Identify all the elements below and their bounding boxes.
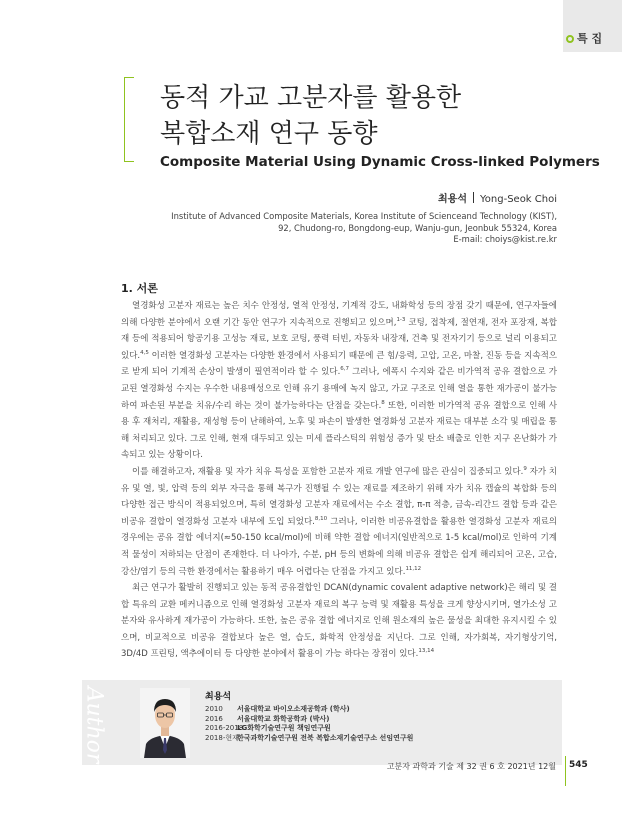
citation: 11,12 [405,565,422,572]
title-korean-line2: 복합소재 연구 동향 [160,119,378,149]
citation: 13,14 [418,648,435,655]
citation: 6,7 [340,366,350,373]
history-row: 2016-2018 LG화학기술연구원 책임연구원 [205,724,331,733]
title-english: Composite Material Using Dynamic Cross-linked Polymers [160,154,600,170]
paragraph-3: 최근 연구가 활발히 진행되고 있는 동적 공유결합인 DCAN(dynamic covalent adaptive network)은 해리 및 결합 특유의 교환 메커니즘으로 인해 열경화성 고분자 재료의 복구 능력 및 재활용 특성을 크게 향상시키며, 열가소성 고분자와 유사하게 재가공이 가능하다. 또한, 높은 공유 결합 에너지로 인해 원소재의 높은 물성을 최대한 유지시킬 수 있으며, 비교적으로 비공유 결합보다 높은 열, 습도, 화학적 안정성을 지닌다. 그로 인해, 자가회복, 자기형상기억, 3D/4D 프린팅, 액추에이터 등 다양한 분야에서 활용이 가능 하다는 장점이 있다.$^{13,14}$ [121,583,557,660]
author-name-en: Yong-Seok Choi [480,194,557,205]
footer-divider [565,756,566,786]
person-portrait-icon [140,688,190,758]
affiliation-line: 92, Chudong-ro, Bongdong-eup, Wanju-gun, Jeonbuk 55324, Korea [278,222,557,233]
author-box-name: 최용석 [205,692,232,702]
affiliation-line: Institute of Advanced Composite Materials, Korea Institute of Scienceand Technology (KIST), [171,211,557,221]
author-history [205,705,413,743]
title-bracket [124,77,134,162]
history-row: 2018-현재 한국과학기술연구원 전북 복합소재기술연구소 선임연구원 [205,733,414,742]
journal-footer: 고분자 과학과 기술 제 32 권 6 호 2021년 12월 [386,762,556,771]
author-photo [140,688,190,758]
paragraph-2: 이를 해결하고자, 재활용 및 자가 치유 특성을 포함한 고분자 재료 개발 연구에 많은 관심이 집중되고 있다.$^9$ 자가 치유 및 열, 빛, 압력 등의 외부 자극을 통해 복구가 진행될 수 있는 재료를 제조하기 위해 자가 치유 캡슐의 복합화 등의 다양한 접근 방식이 적용되었으며, 특히 열경화성 고분자 재료에서는 수소 결합, π-π 적층, 금속-리간드 결합 등과 같은 비공유 결합이 열경화성 고분자 내부에 도입 되었다.$^{8,10}$ 그러나, 이러한 비공유결합을 활용한 열경화성 고분자 재료의 경우에는 공유 결합 에너지(≈50-150 kcal/mol)에 비해 약한 결합 에너지(일반적으로 1-5 kcal/mol)로 인하여 기계적 물성이 저하되는 단점이 존재한다. 더 나아가, 수분, pH 등의 변화에 의해 비공유 결합은 쉽게 해리되어 고온, 고습, 강산/염기 등의 극한 환경에서는 활용하기 매우 어렵다는 단점을 가지고 있다.$^{11,12}$ [121,466,557,577]
citation: 4,5 [140,349,149,356]
page-number: 545 [569,760,588,770]
circle-bullet-icon [566,35,574,43]
affiliation [137,211,557,246]
section-tag: 특 집 [566,30,602,46]
title-korean-line1: 동적 가교 고분자를 활용한 [160,83,462,113]
history-row: 2010 서울대학교 바이오소재공학과 (학사) [205,705,350,713]
affiliation-email[interactable]: E-mail: choiys@kist.re.kr [453,234,557,245]
citation: 1-3 [396,316,406,323]
section-heading: 1. 서론 [121,282,158,295]
citation: 9 [523,466,527,473]
citation: 8 [381,399,385,406]
paragraph-1: 열경화성 고분자 재료는 높은 치수 안정성, 열적 안정성, 기계적 강도, 내화학성 등의 장점 갖기 때문에, 연구자들에 의해 다양한 분야에서 오랜 기간 동안 연구가 지속적으로 진행되고 있으며,$^{1-3}$ 코팅, 접착제, 절연재, 전자 포장재, 복합재 등에 적용되어 항공기용 고성능 재료, 보호 코팅, 풍력 터빈, 자동차 내장재, 건축 및 전자기기 등으로 널리 이용되고 있다.$^{4,5}$ 이러한 열경화성 고분자는 다양한 환경에서 사용되기 때문에 큰 힘/응력, 고압, 고온, 마찰, 진동 등을 지속적으로 받게 되어 기계적 손상이 발생이 필연적이라 할 수 있다.$^{6,7}$ 그러나, 에폭시 수지와 같은 비가역적 공유 결합으로 가교된 열경화성 수지는 우수한 내용매성으로 인해 유기 용매에 녹지 않고, 가교 구조로 인해 열을 통한 재가공이 불가능하여 파손된 부분을 치유/수리 하는 것이 불가능하다는 단점을 갖는다.$^8$ 또한, 이러한 비가역적 공유 결합으로 인해 사용 후 재처리, 재활용, 재성형 등이 난해하여, 노후 및 파손이 발생한 열경화성 고분자 재료는 대부분 소각 및 매립을 통해 처리되고 있다. 그로 인해, 현재 대두되고 있는 미세 플라스틱의 위험성 증가 및 탄소 배출로 인한 지구 온난화가 가속되고 있는 상황이다. [121,301,558,461]
byline-separator [473,192,474,203]
author-name-ko: 최용석 [438,194,467,205]
author-label: Author [81,686,107,764]
body-text [121,298,557,663]
title-korean [160,80,540,152]
history-row: 2016 서울대학교 화학공학과 (박사) [205,714,330,723]
citation: 8,10 [314,515,328,522]
author-byline [0,190,557,205]
